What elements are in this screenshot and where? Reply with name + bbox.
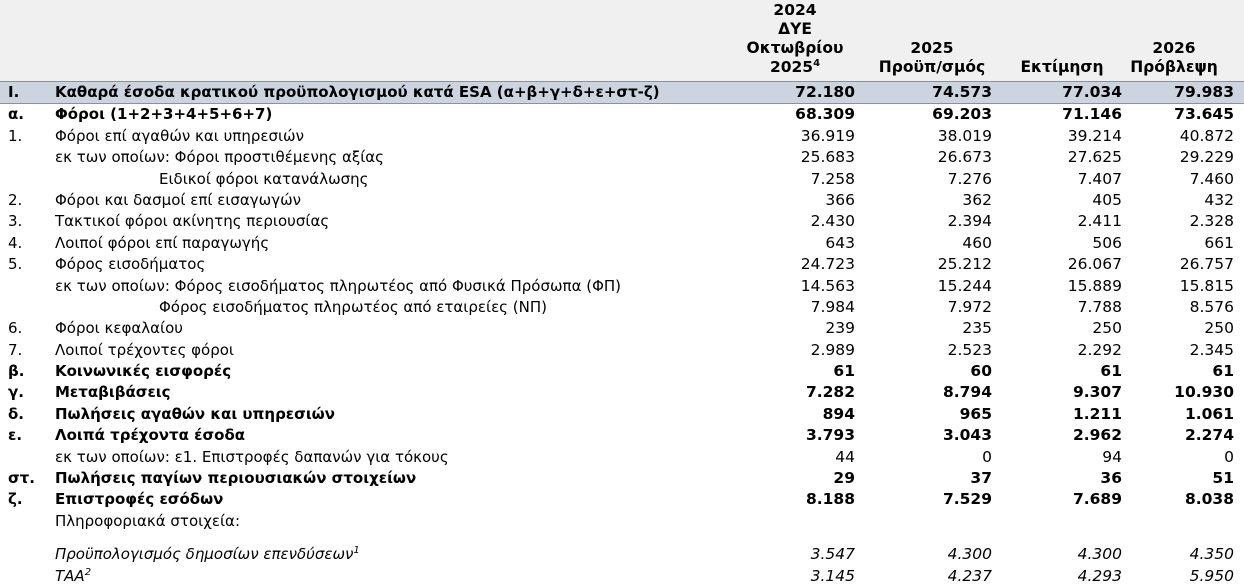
row-value-col3: 15.889 [1067, 276, 1122, 295]
row-value-col1: 366 [825, 190, 855, 209]
row-marker: 7. [8, 340, 23, 359]
column-header-2026-forecast-label: Πρόβλεψη [1130, 58, 1218, 76]
row-value-col4: 7.460 [1189, 169, 1234, 188]
column-header-2024-line4 [735, 58, 855, 77]
row-value-col2: 2.394 [947, 212, 992, 231]
row-value-col1: 14.563 [800, 276, 855, 295]
column-header-2024-line2: ΔΥΕ [778, 20, 812, 38]
row-value-col3: 2.411 [1077, 212, 1122, 231]
row-value-col4: 661 [1204, 233, 1234, 252]
row-label-text: εκ των οποίων: ε1. Επιστροφές δαπανών για τόκους [55, 447, 449, 466]
row-value-col1: 3.145 [810, 566, 855, 585]
row-value-col3: 26.067 [1067, 255, 1122, 274]
row-value-col1: 29 [833, 469, 855, 488]
table-row [0, 404, 1244, 425]
row-label-text: Λοιποί τρέχοντες φόροι [55, 340, 235, 359]
row-marker: 4. [8, 233, 23, 252]
table-row [0, 233, 1244, 254]
table-row [0, 276, 1244, 297]
row-value-col1: 8.188 [805, 490, 855, 509]
column-header-2024-footnote: 4 [813, 57, 821, 69]
row-label [55, 147, 384, 168]
row-marker: 2. [8, 190, 23, 209]
table-row [0, 361, 1244, 382]
table-body [0, 81, 1244, 587]
row-value-col4: 73.645 [1174, 105, 1234, 124]
row-label-text: Κοινωνικές εισφορές [55, 362, 232, 381]
row-label-text: Φόρος εισοδήματος [55, 255, 206, 274]
row-value-col4: 29.229 [1179, 148, 1234, 167]
row-value-col1: 25.683 [800, 148, 855, 167]
row-value-col2: 60 [970, 362, 992, 381]
row-label-text: εκ των οποίων: Φόρος εισοδήματος πληρωτέος από Φυσικά Πρόσωπα (ΦΠ) [55, 276, 622, 295]
row-value-col1: 2.989 [810, 340, 855, 359]
row-marker: ζ. [8, 490, 23, 509]
row-value-col4: 0 [1224, 447, 1234, 466]
row-marker: 6. [8, 319, 23, 338]
row-value-col2: 8.794 [942, 383, 992, 402]
table-row [0, 425, 1244, 446]
column-header-2024-line3: Οκτωβρίου [746, 39, 844, 57]
row-value-col1: 7.984 [810, 297, 855, 316]
row-value-col4: 79.983 [1174, 83, 1234, 101]
row-label-text: Φόροι (1+2+3+4+5+6+7) [55, 105, 273, 124]
row-value-col1: 7.282 [805, 383, 855, 402]
row-value-col1: 44 [835, 447, 855, 466]
row-value-col1: 3.547 [810, 545, 855, 564]
row-value-col2: 7.972 [947, 297, 992, 316]
row-label [55, 211, 329, 232]
row-value-col3: 506 [1092, 233, 1122, 252]
row-label-text: Καθαρά έσοδα κρατικού προϋπολογισμού κατά ESA (α+β+γ+δ+ε+στ-ζ) [55, 83, 660, 101]
row-value-col4: 26.757 [1179, 255, 1234, 274]
row-label-text: Πωλήσεις αγαθών και υπηρεσιών [55, 404, 335, 423]
row-value-col1: 72.180 [795, 83, 855, 101]
row-value-col3: 250 [1092, 319, 1122, 338]
row-label [55, 190, 301, 211]
row-value-col1: 643 [825, 233, 855, 252]
row-value-col2: 37 [970, 469, 992, 488]
column-header-2024-line4-text: 2025 [769, 58, 814, 76]
row-label [55, 447, 449, 468]
row-value-col3: 7.689 [1072, 490, 1122, 509]
row-value-col3: 9.307 [1072, 383, 1122, 402]
row-value-col3: 77.034 [1062, 83, 1122, 101]
row-value-col1: 3.793 [805, 426, 855, 445]
row-marker: I. [8, 83, 20, 101]
row-value-col2: 3.043 [942, 426, 992, 445]
row-value-col4: 51 [1212, 469, 1234, 488]
row-value-col1: 61 [833, 362, 855, 381]
row-value-col4: 8.576 [1189, 297, 1234, 316]
table-row [0, 382, 1244, 403]
row-value-col2: 15.244 [937, 276, 992, 295]
row-marker: δ. [8, 404, 25, 423]
row-label-text: Λοιπά τρέχοντα έσοδα [55, 426, 246, 445]
table-row [0, 566, 1244, 587]
row-value-col2: 74.573 [932, 83, 992, 101]
row-label [55, 566, 91, 587]
row-value-col3: 61 [1100, 362, 1122, 381]
row-label-text: Φόρος εισοδήματος πληρωτέος από εταιρείες (ΝΠ) [159, 297, 547, 316]
row-value-col2: 235 [962, 319, 992, 338]
row-value-col3: 1.211 [1072, 404, 1122, 423]
row-marker: 5. [8, 255, 23, 274]
row-label [55, 254, 205, 275]
row-value-col2: 460 [962, 233, 992, 252]
row-label-text: Πωλήσεις παγίων περιουσιακών στοιχείων [55, 469, 417, 488]
table-row [0, 447, 1244, 468]
column-header-2025-year: 2025 [910, 39, 954, 57]
table-row [0, 297, 1244, 318]
row-label-text: Φόροι και δασμοί επί εισαγωγών [55, 190, 302, 209]
column-header-2026-year: 2026 [1152, 39, 1196, 57]
table-row [0, 211, 1244, 232]
row-value-col1: 24.723 [800, 255, 855, 274]
row-value-col3: 27.625 [1067, 148, 1122, 167]
row-label-text: Ειδικοί φόροι κατανάλωσης [159, 169, 369, 188]
column-header-2024 [735, 1, 855, 77]
column-header-2025-budget [872, 39, 992, 77]
row-value-col2: 362 [962, 190, 992, 209]
row-value-col3: 4.293 [1077, 566, 1122, 585]
table-row [0, 190, 1244, 211]
row-label [55, 340, 234, 361]
row-label [55, 511, 240, 532]
table-row [0, 81, 1244, 104]
row-value-col1: 7.258 [810, 169, 855, 188]
table-row [0, 544, 1244, 565]
row-value-col3: 2.292 [1077, 340, 1122, 359]
row-label [55, 468, 416, 489]
row-value-col3: 36 [1100, 469, 1122, 488]
row-label [55, 126, 304, 147]
table-header [0, 0, 1244, 81]
row-label [159, 297, 547, 318]
row-label-text: εκ των οποίων: Φόροι προστιθέμενης αξίας [55, 148, 384, 167]
row-marker: α. [8, 105, 25, 124]
row-value-col2: 4.237 [947, 566, 992, 585]
row-label-text: Προϋπολογισμός δημοσίων επενδύσεων [55, 545, 354, 564]
row-value-col4: 1.061 [1184, 404, 1234, 423]
row-value-col4: 5.950 [1189, 566, 1234, 585]
row-value-col4: 2.345 [1189, 340, 1234, 359]
table-row [0, 147, 1244, 168]
row-value-col2: 4.300 [947, 545, 992, 564]
row-label-footnote: 1 [353, 545, 360, 557]
row-label [55, 425, 245, 446]
row-label-footnote: 2 [84, 566, 92, 578]
row-value-col3: 39.214 [1067, 126, 1122, 145]
row-label [55, 489, 223, 510]
row-value-col3: 7.788 [1077, 297, 1122, 316]
row-value-col4: 432 [1204, 190, 1234, 209]
row-label-text: ΤΑΑ [55, 566, 85, 585]
row-label [55, 404, 335, 425]
row-value-col1: 239 [825, 319, 855, 338]
row-value-col2: 69.203 [932, 105, 992, 124]
row-value-col1: 2.430 [810, 212, 855, 231]
row-value-col2: 965 [959, 404, 992, 423]
table-row [0, 254, 1244, 275]
row-value-col2: 25.212 [937, 255, 992, 274]
table-row-spacer [0, 532, 1244, 544]
table-row [0, 340, 1244, 361]
row-value-col1: 68.309 [795, 105, 855, 124]
row-value-col2: 7.276 [947, 169, 992, 188]
row-label [55, 82, 660, 102]
row-value-col2: 7.529 [942, 490, 992, 509]
row-label [55, 382, 171, 403]
row-value-col4: 15.815 [1179, 276, 1234, 295]
column-header-2025-estimate-label: Εκτίμηση [1020, 58, 1104, 76]
row-label [55, 233, 269, 254]
row-marker: 1. [8, 126, 23, 145]
row-value-col2: 38.019 [937, 126, 992, 145]
row-label-text: Λοιποί φόροι επί παραγωγής [55, 233, 270, 252]
row-label-text: Μεταβιβάσεις [55, 383, 171, 402]
row-marker: ε. [8, 426, 23, 445]
column-header-2025-budget-label: Προϋπ/σμός [878, 58, 986, 76]
column-header-2024-year: 2024 [773, 1, 817, 19]
row-label [55, 276, 621, 297]
table-row [0, 489, 1244, 510]
row-value-col3: 71.146 [1062, 105, 1122, 124]
table-row [0, 169, 1244, 190]
table-row [0, 511, 1244, 532]
row-value-col1: 894 [822, 404, 855, 423]
row-marker: 3. [8, 212, 23, 231]
row-marker: γ. [8, 383, 24, 402]
row-label [159, 169, 368, 190]
row-label-text: Φόροι επί αγαθών και υπηρεσιών [55, 126, 304, 145]
row-value-col4: 10.930 [1174, 383, 1234, 402]
row-label [55, 104, 272, 125]
row-label-text: Φόροι κεφαλαίου [55, 319, 183, 338]
row-label [55, 318, 183, 339]
row-marker: στ. [8, 469, 35, 488]
row-value-col4: 2.328 [1189, 212, 1234, 231]
row-label-text: Τακτικοί φόροι ακίνητης περιουσίας [55, 212, 330, 231]
row-value-col1: 36.919 [800, 126, 855, 145]
row-label-text: Επιστροφές εσόδων [55, 490, 224, 509]
row-value-col4: 250 [1204, 319, 1234, 338]
row-value-col4: 2.274 [1184, 426, 1234, 445]
row-value-col2: 26.673 [937, 148, 992, 167]
row-value-col3: 4.300 [1077, 545, 1122, 564]
column-header-2026-forecast [1114, 39, 1234, 77]
row-value-col3: 405 [1092, 190, 1122, 209]
row-value-col2: 0 [982, 447, 992, 466]
table-row [0, 318, 1244, 339]
row-label [55, 544, 360, 565]
table-row [0, 126, 1244, 147]
row-value-col3: 2.962 [1072, 426, 1122, 445]
row-value-col4: 8.038 [1184, 490, 1234, 509]
row-label [55, 361, 231, 382]
row-value-col4: 40.872 [1179, 126, 1234, 145]
row-value-col4: 4.350 [1189, 545, 1234, 564]
row-marker: β. [8, 362, 25, 381]
row-value-col4: 61 [1212, 362, 1234, 381]
table-row [0, 104, 1244, 125]
row-value-col3: 7.407 [1077, 169, 1122, 188]
row-value-col2: 2.523 [947, 340, 992, 359]
row-label-text: Πληροφοριακά στοιχεία: [55, 511, 240, 530]
column-header-2025-estimate [1002, 58, 1122, 77]
row-value-col3: 94 [1102, 447, 1122, 466]
table-row [0, 468, 1244, 489]
